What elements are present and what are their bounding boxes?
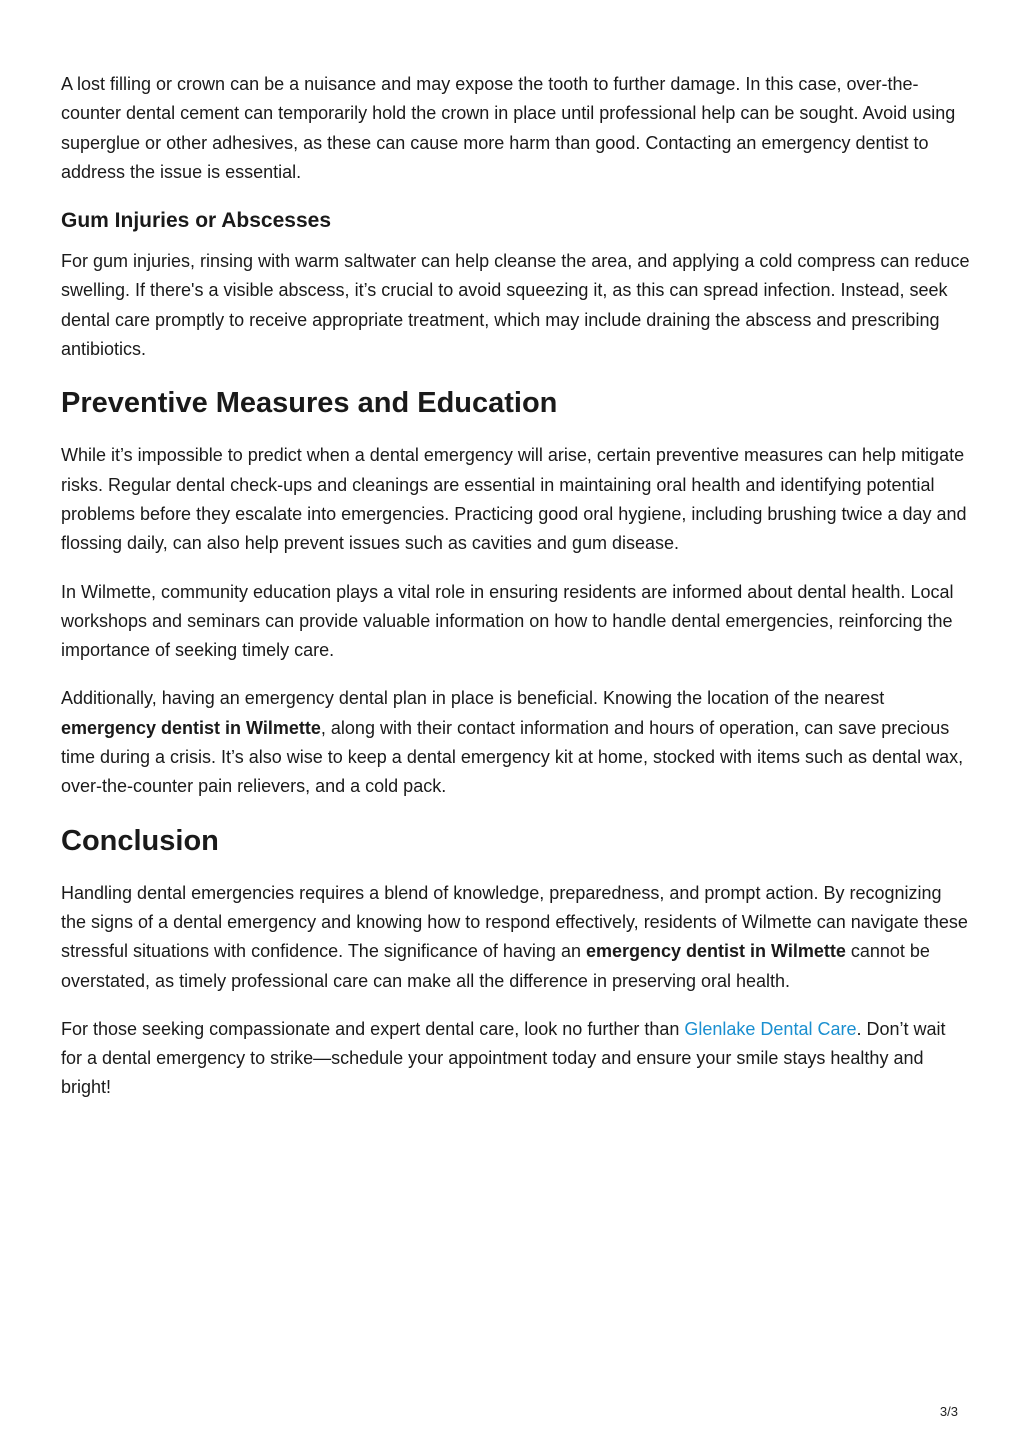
glenlake-dental-care-link[interactable]: Glenlake Dental Care xyxy=(684,1018,857,1039)
preventive-paragraph-1: While it’s impossible to predict when a dental emergency will arise, certain preventive measures can help mitigate risks. Regular dental check-ups and cleanings are essential in maintaining oral health and identifying potential problems before they escalate into emergencies. Practicing good oral hygiene, including brushing twice a day and flossing daily, can also help prevent issues such as cavities and gum disease. xyxy=(61,445,967,554)
preventive-paragraph-3-text-before: Additionally, having an emergency dental plan in place is beneficial. Knowing the location of the nearest xyxy=(61,688,885,709)
gum-injuries-heading: Gum Injuries or Abscesses xyxy=(61,209,331,233)
conclusion-paragraph-1 xyxy=(61,879,971,996)
conclusion-paragraph-2-text-before: For those seeking compassionate and expert dental care, look no further than xyxy=(61,1018,685,1039)
conclusion-heading: Conclusion xyxy=(61,824,219,857)
page-number: 3/3 xyxy=(939,1404,958,1419)
conclusion-paragraph-1-text-before: Handling dental emergencies requires a blend of knowledge, preparedness, and prompt action. By recognizing the signs of a dental emergency and knowing how to respond effectively, residents of Wilmette can navigate these stressful situations with confidence. The significance of having an xyxy=(61,882,968,962)
conclusion-paragraph-2-text-after: . Don’t wait for a dental emergency to strike—schedule your appointment today and ensure your smile stays healthy and bright! xyxy=(61,1018,946,1098)
intro-paragraph: A lost filling or crown can be a nuisance and may expose the tooth to further damage. In this case, over-the-counter dental cement can temporarily hold the crown in place until professional help can be sought. Avoid using superglue or other adhesives, as these can cause more harm than good. Contacting an emergency dentist to address the issue is essential. xyxy=(61,74,956,182)
preventive-paragraph-3-text-after: , along with their contact information and hours of operation, can save precious time during a crisis. It’s also wise to keep a dental emergency kit at home, stocked with items such as dental wax, over-the-counter pain relievers, and a cold pack. xyxy=(61,717,964,797)
emergency-dentist-bold-text: emergency dentist in Wilmette xyxy=(585,941,846,962)
conclusion-paragraph-2 xyxy=(61,1015,971,1103)
conclusion-paragraph-1-text-after: cannot be overstated, as timely professional care can make all the difference in preserving oral health. xyxy=(61,941,930,991)
preventive-measures-heading: Preventive Measures and Education xyxy=(61,387,558,420)
gum-injuries-paragraph: For gum injuries, rinsing with warm saltwater can help cleanse the area, and applying a cold compress can reduce swelling. If there's a visible abscess, it’s crucial to avoid squeezing it, as this can spread infection. Instead, seek dental care promptly to receive appropriate treatment, which may include draining the abscess and prescribing antibiotics. xyxy=(61,251,970,360)
preventive-paragraph-2: In Wilmette, community education plays a vital role in ensuring residents are informed about dental health. Local workshops and seminars can provide valuable information on how to handle dental emergencies, reinforcing the importance of seeking timely care. xyxy=(61,581,954,661)
document-page xyxy=(61,70,971,1122)
preventive-paragraph-3 xyxy=(61,684,971,801)
emergency-dentist-bold-text: emergency dentist in Wilmette xyxy=(61,717,321,738)
